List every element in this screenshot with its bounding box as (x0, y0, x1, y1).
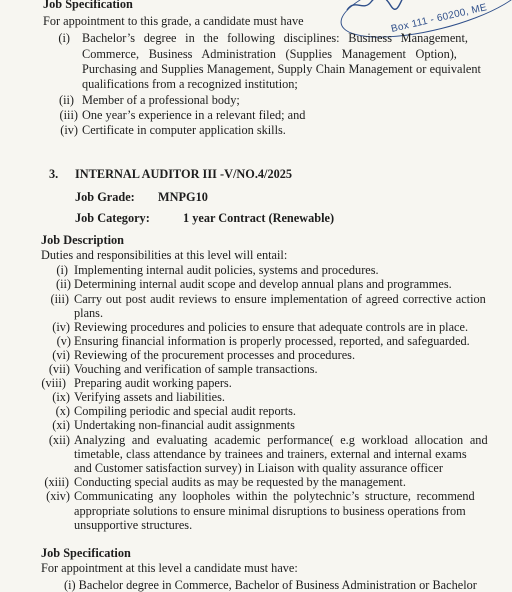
duty-line: Implementing internal audit policies, systems and procedures. (74, 263, 379, 277)
spec1-item-line: Commerce, Business Administration (Supplies Management Option), (82, 47, 457, 61)
job-category-label: Job Category: (75, 211, 150, 225)
duty-line: and Customer satisfaction survey) in Liaison with quality assurance officer (74, 461, 443, 475)
spec2-heading: Job Specification (41, 546, 131, 560)
duty-line: Determining internal audit scope and develop annual plans and programmes. (74, 277, 452, 291)
duty-line: Carry out post audit reviews to ensure implementation of agreed corrective action (74, 292, 486, 306)
duty-number: (xi) (52, 418, 70, 432)
duty-line: Communicating any loopholes within the polytechnic’s structure, recommend (74, 489, 475, 503)
duty-number: (viii) (41, 376, 66, 390)
spec2-partial-line: (i) Bachelor degree in Commerce, Bachelor of Business Administration or Bachelor (64, 578, 477, 592)
spec1-item-line: qualifications from a recognized institution; (82, 77, 298, 91)
duty-line: unsupportive structures. (74, 518, 193, 532)
spec2-intro: For appointment at this level a candidate must have: (41, 561, 298, 575)
spec1-item-number: (iii) (59, 108, 78, 122)
spec1-item-number: (iv) (60, 123, 78, 137)
duty-number: (vi) (52, 348, 70, 362)
description-intro: Duties and responsibilities at this level will entail: (41, 248, 288, 262)
duty-line: Verifying assets and liabilities. (74, 390, 225, 404)
job-category-value: 1 year Contract (Renewable) (183, 211, 335, 225)
duty-line: Ensuring financial information is properly processed, reported, and safeguarded. (74, 334, 470, 348)
spec1-item-line: Member of a professional body; (82, 93, 240, 107)
duty-line: plans. (74, 306, 104, 320)
stamp-text: Box 111 - 60200, ME (390, 2, 489, 35)
spec1-item-line: One year’s experience in a relevant filed; and (82, 108, 306, 122)
duty-number: (x) (55, 404, 70, 418)
spec1-item-line: Certificate in computer application skills. (82, 123, 286, 137)
spec1-item-line: Bachelor’s degree in the following disciplines: Business Management, (82, 31, 468, 45)
duty-number: (v) (56, 334, 71, 348)
duty-number: (iv) (52, 320, 70, 334)
duty-number: (vii) (48, 362, 70, 376)
duty-number: (ii) (55, 277, 71, 291)
duty-line: Reviewing of the procurement processes and procedures. (74, 348, 356, 362)
post-title: INTERNAL AUDITOR III -V/NO.4/2025 (75, 167, 293, 181)
duty-number: (iii) (50, 292, 69, 306)
duty-number: (xiv) (46, 489, 70, 503)
duty-line: Analyzing and evaluating academic performance( e.g workload allocation and (74, 433, 488, 447)
duty-line: Conducting special audits as may be requested by the management. (74, 475, 406, 489)
duty-line: Preparing audit working papers. (74, 376, 232, 390)
duty-number: (ix) (52, 390, 70, 404)
duty-line: Vouching and verification of sample transactions. (74, 362, 318, 376)
spec1-intro: For appointment to this grade, a candidate must have (43, 14, 304, 28)
duty-line: timetable, class attendance by trainees and trainers, external and internal exams (74, 447, 467, 461)
spec1-item-line: Purchasing and Supplies Management, Supply Chain Management or equivalent (82, 62, 481, 76)
duty-number: (xii) (48, 433, 70, 447)
spec1-heading: Job Specification (43, 0, 133, 11)
job-grade-value: MNPG10 (158, 190, 208, 204)
duty-number: (i) (56, 263, 68, 277)
post-number: 3. (49, 167, 59, 181)
duty-number: (xiii) (44, 475, 69, 489)
duty-line: appropriate solutions to ensure minimal disruptions to business operations from (74, 504, 466, 518)
duty-line: Undertaking non-financial audit assignments (74, 418, 295, 432)
duty-line: Compiling periodic and special audit reports. (74, 404, 296, 418)
description-heading: Job Description (41, 233, 125, 247)
spec1-item-number: (i) (58, 31, 70, 45)
spec1-item-number: (ii) (58, 93, 74, 107)
duty-line: Reviewing procedures and policies to ensure that adequate controls are in place. (74, 320, 469, 334)
job-grade-label: Job Grade: (75, 190, 135, 204)
stamp-signature-icon (345, 0, 405, 14)
